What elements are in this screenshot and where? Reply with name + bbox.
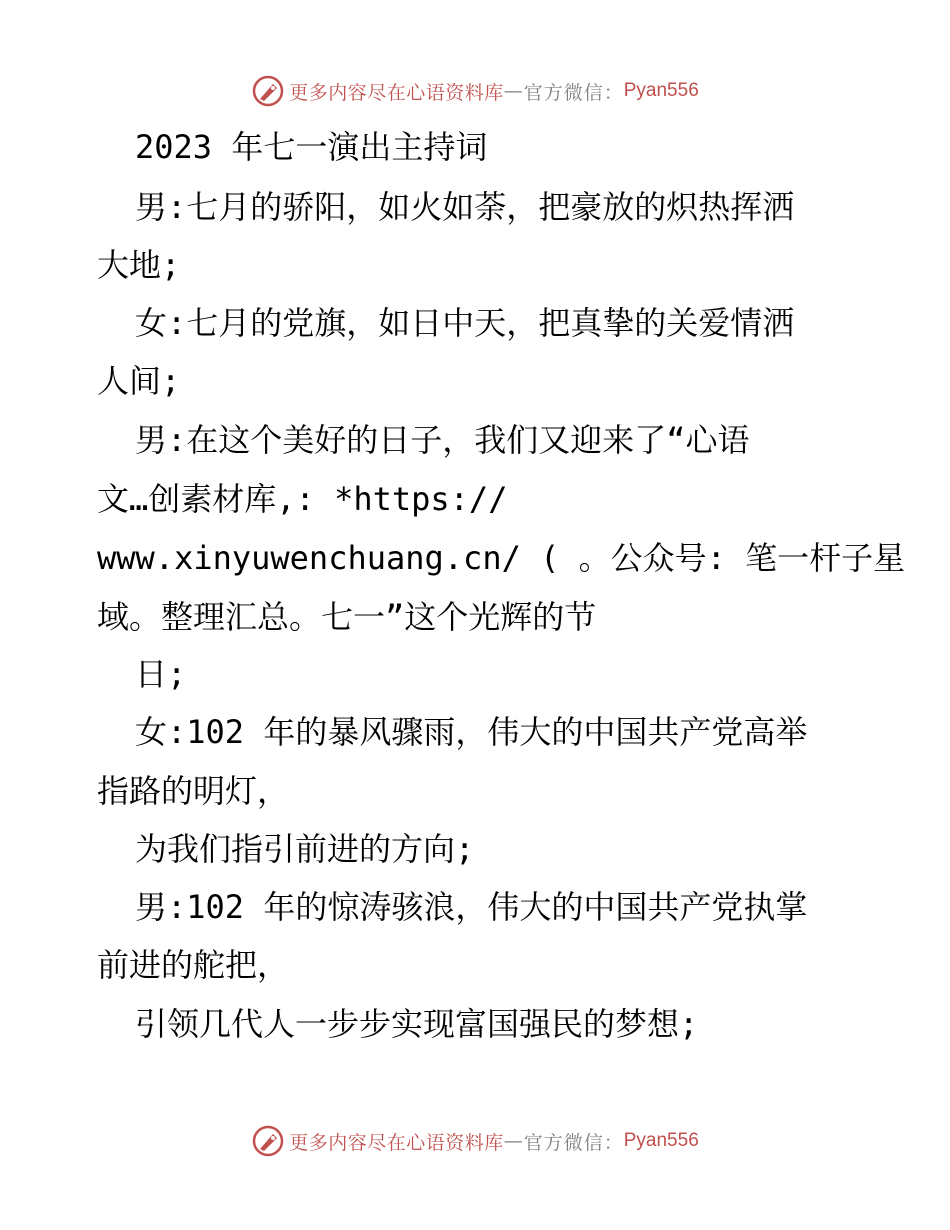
paragraph-line: 为我们指引前进的方向; (135, 830, 475, 868)
header-banner (0, 71, 950, 111)
banner-wechat-id: Pyan556 (623, 80, 699, 101)
paragraph-line: 男:102 年的惊涛骇浪，伟大的中国共产党执掌 (135, 888, 808, 926)
document-title: 2023 年七一演出主持词 (135, 128, 488, 166)
paragraph-line: 前进的舵把， (97, 946, 290, 984)
paragraph-line: 指路的明灯， (97, 772, 290, 810)
paragraph-line: 男:在这个美好的日子，我们又迎来了“心语 (135, 421, 750, 459)
pen-nib-logo-icon (251, 74, 285, 108)
paragraph-line: 日; (135, 655, 187, 693)
banner-slogan: 更多内容尽在心语资料库 (289, 1131, 504, 1154)
banner-dash: — (503, 1130, 524, 1152)
paragraph-line: www.xinyuwenchuang.cn/ ( 。公众号: 笔一杆子星 (97, 539, 906, 577)
banner-dash: — (503, 80, 524, 102)
paragraph-line: 引领几代人一步步实现富国强民的梦想; (135, 1005, 699, 1043)
paragraph-line: 女:102 年的暴风骤雨，伟大的中国共产党高举 (135, 713, 808, 751)
paragraph-line: 文…创素材库,: *https:// (97, 480, 508, 518)
banner-wechat-label: 官方微信： (523, 1131, 624, 1154)
paragraph-line: 人间; (97, 362, 181, 400)
paragraph-line: 女:七月的党旗，如日中天，把真挚的关爱情洒 (135, 304, 795, 342)
pen-nib-logo-icon (251, 1124, 285, 1158)
banner-slogan: 更多内容尽在心语资料库 (289, 81, 504, 104)
paragraph-line: 域。整理汇总。七一”这个光辉的节 (97, 598, 597, 636)
banner-wechat-label: 官方微信： (523, 81, 624, 104)
paragraph-line: 大地; (97, 246, 181, 284)
paragraph-line: 男:七月的骄阳，如火如荼，把豪放的炽热挥洒 (135, 188, 795, 226)
banner-wechat-id: Pyan556 (623, 1130, 699, 1151)
footer-banner (0, 1121, 950, 1161)
